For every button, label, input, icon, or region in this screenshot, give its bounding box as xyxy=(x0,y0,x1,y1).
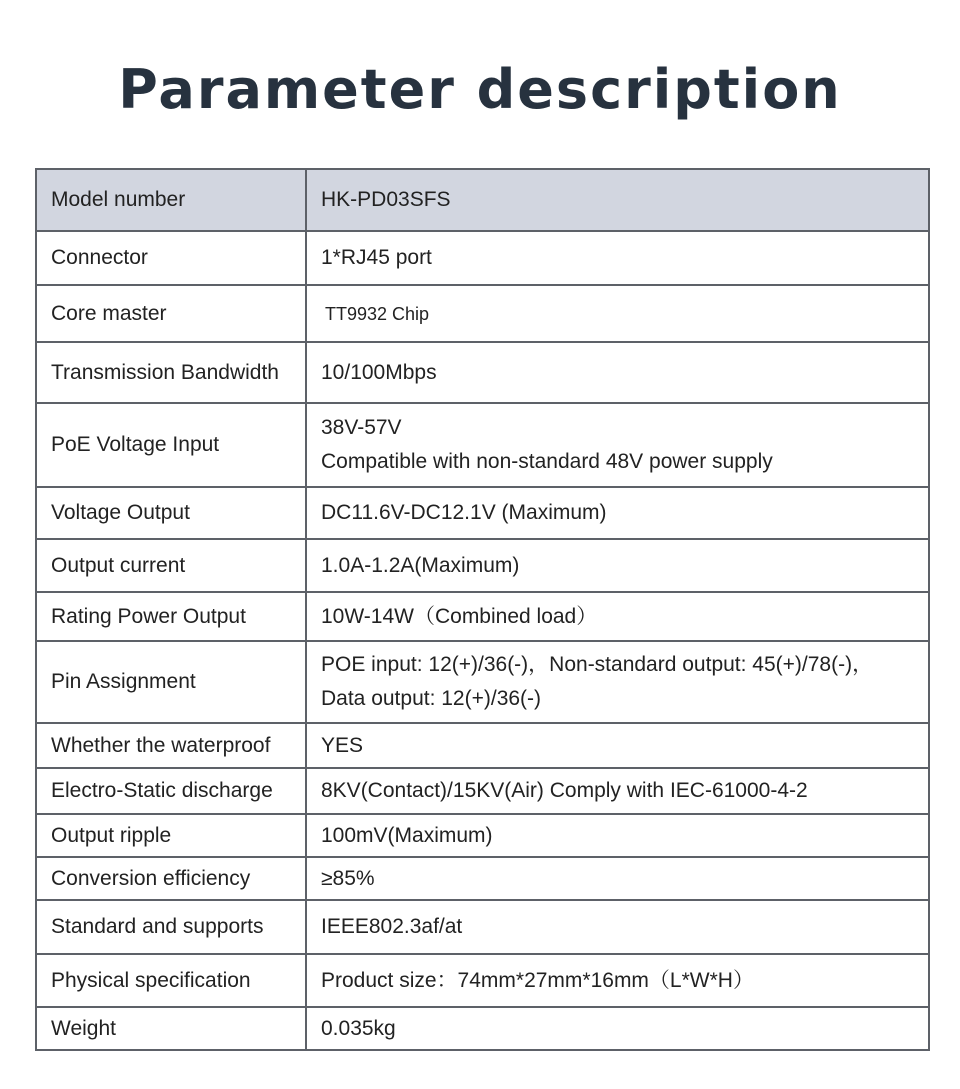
value-line: POE input: 12(+)/36(-)，Non-standard output: 45(+)/78(-)， xyxy=(321,653,874,676)
param-label: Rating Power Output xyxy=(36,592,306,641)
param-value: 8KV(Contact)/15KV(Air) Comply with IEC-61000-4-2 xyxy=(306,768,929,814)
value-line: Compatible with non-standard 48V power supply xyxy=(321,450,773,473)
table-row-poe-voltage-input xyxy=(36,403,929,487)
param-value: 10W-14W（Combined load） xyxy=(306,592,929,641)
param-label: Voltage Output xyxy=(36,487,306,539)
param-label: Electro-Static discharge xyxy=(36,768,306,814)
value-line: Data output: 12(+)/36(-) xyxy=(321,687,542,710)
page-title: Parameter description xyxy=(118,58,842,121)
table-row-conversion-efficiency xyxy=(36,857,929,900)
param-value: 10/100Mbps xyxy=(306,342,929,403)
param-value xyxy=(306,403,929,487)
param-value: YES xyxy=(306,723,929,768)
table-row-connector xyxy=(36,231,929,285)
param-value: 1*RJ45 port xyxy=(306,231,929,285)
param-label: Output current xyxy=(36,539,306,592)
param-value: 1.0A-1.2A(Maximum) xyxy=(306,539,929,592)
param-value: 0.035kg xyxy=(306,1007,929,1050)
table-row-transmission-bandwidth xyxy=(36,342,929,403)
param-value: IEEE802.3af/at xyxy=(306,900,929,954)
param-label: Whether the waterproof xyxy=(36,723,306,768)
param-label: Connector xyxy=(36,231,306,285)
param-label: Model number xyxy=(36,169,306,231)
param-label: Weight xyxy=(36,1007,306,1050)
table-row-output-current xyxy=(36,539,929,592)
param-label: Transmission Bandwidth xyxy=(36,342,306,403)
table-row-model-number xyxy=(36,169,929,231)
table-row-output-ripple xyxy=(36,814,929,857)
table-row-pin-assignment xyxy=(36,641,929,723)
table-row-waterproof xyxy=(36,723,929,768)
table-row-core-master xyxy=(36,285,929,342)
param-value: DC11.6V-DC12.1V (Maximum) xyxy=(306,487,929,539)
param-label: Output ripple xyxy=(36,814,306,857)
table-row-standard-supports xyxy=(36,900,929,954)
param-label: Standard and supports xyxy=(36,900,306,954)
table-row-physical-specification xyxy=(36,954,929,1007)
param-label: Pin Assignment xyxy=(36,641,306,723)
param-label: Conversion efficiency xyxy=(36,857,306,900)
param-label: Core master xyxy=(36,285,306,342)
param-value: TT9932 Chip xyxy=(306,285,929,342)
param-label: PoE Voltage Input xyxy=(36,403,306,487)
param-label: Physical specification xyxy=(36,954,306,1007)
table-row-weight xyxy=(36,1007,929,1050)
parameter-table xyxy=(35,168,930,1051)
table-row-electro-static-discharge xyxy=(36,768,929,814)
param-value: 100mV(Maximum) xyxy=(306,814,929,857)
param-value: HK-PD03SFS xyxy=(306,169,929,231)
param-value: ≥85% xyxy=(306,857,929,900)
param-value: Product size：74mm*27mm*16mm（L*W*H） xyxy=(306,954,929,1007)
value-line: 38V-57V xyxy=(321,416,402,439)
table-row-rating-power-output xyxy=(36,592,929,641)
table-row-voltage-output xyxy=(36,487,929,539)
param-value xyxy=(306,641,929,723)
